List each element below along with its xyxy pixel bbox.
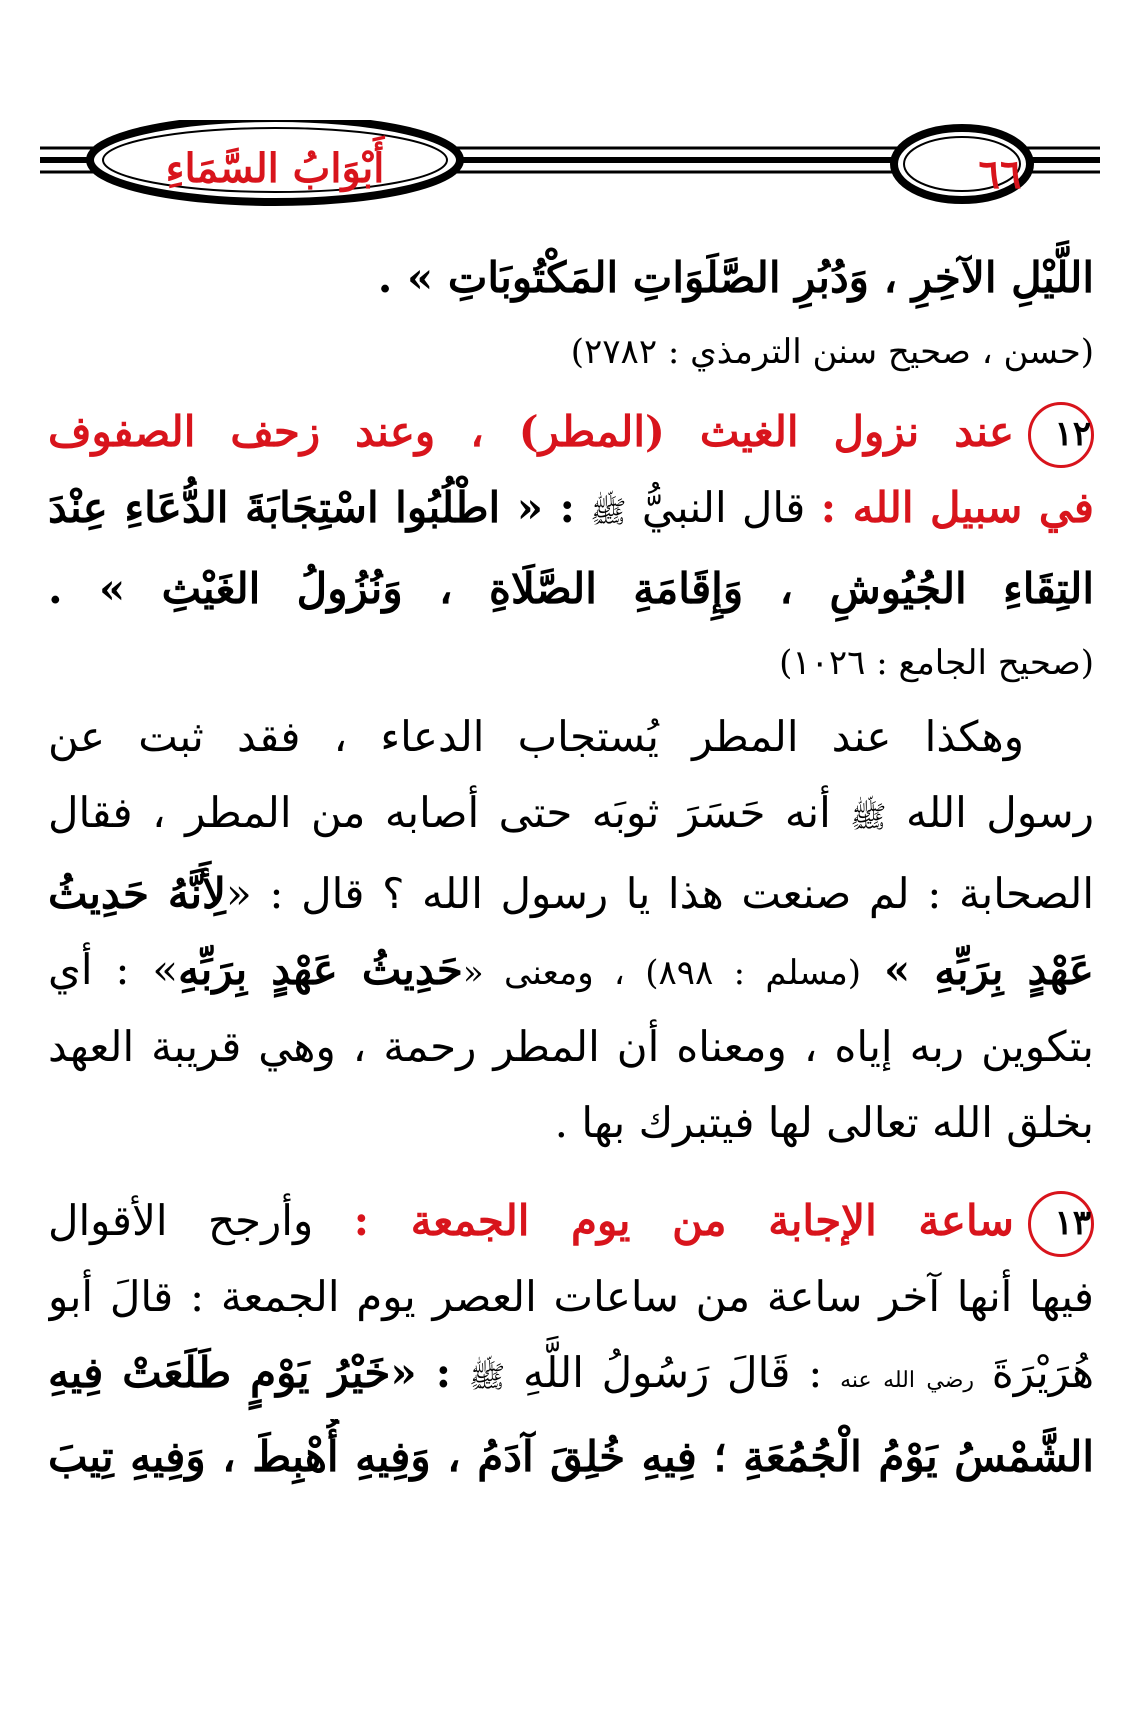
hadith-text: التِقَاءِ الجُيُوشِ ، وَإِقَامَةِ الصَّلَاةِ ، وَنُزُولُ الغَيْثِ » . [48,564,1094,613]
text-line: فيها أنها آخر ساعة من ساعات العصر يوم الجمعة : قالَ أبو [48,1272,1094,1321]
section-heading-text: ساعة الإجابة من يوم الجمعة : [353,1196,1014,1245]
text-run: أنه حَسَرَ ثوبَه حتى أصابه من المطر ، فقال [48,788,831,837]
section-heading-12 [48,394,1094,470]
section-heading-text: في سبيل الله : [820,483,1094,532]
text-line [48,470,1094,551]
section-number-badge: ١٢ [1028,402,1094,468]
salawat-glyph: ﷺ [590,495,627,530]
radi-glyph: رضي الله عنه [840,1368,975,1393]
page-body [48,240,1094,1495]
text-line [48,775,1094,856]
running-title: أَبْوَابُ السَّمَاءِ [165,144,385,192]
page-number: ٦٦ [978,150,1022,198]
hadith-text: لِأَنَّهُ حَدِيثُ [48,869,226,918]
section-heading-13 [48,1183,1094,1259]
salawat-glyph: ﷺ [468,1360,506,1395]
text-run: قال النبيُّ [641,483,806,532]
text-run: رسول الله [905,788,1094,837]
text-line [48,1335,1094,1419]
text-line: بتكوين ربه إياه ، ومعناه أن المطر رحمة ، وهي قريبة العهد [48,1022,1094,1071]
section-heading-text: عند نزول الغيث (المطر) ، وعند زحف الصفوف [48,407,1014,456]
text-line [48,856,1094,932]
text-line: وهكذا عند المطر يُستجاب الدعاء ، فقد ثبت عن [48,712,1024,761]
hadith-text: عَهْدٍ بِرَبِّهِ » [883,945,1094,994]
text-run: : قَالَ رَسُولُ اللَّهِ [522,1348,823,1397]
section-number-badge: ١٣ [1028,1191,1094,1257]
citation: (مسلم : ٨٩٨) ، ومعنى « [462,953,862,993]
text-line: بخلق الله تعالى لها فيتبرك بها . [554,1098,1094,1147]
text-run: وأرجح الأقوال [48,1196,314,1245]
text-run: الصحابة : لم صنعت هذا يا رسول الله ؟ قال : « [226,869,1094,918]
citation: (صحيح الجامع : ١٠٢٦) [779,643,1094,683]
hadith-text: حَدِيثُ عَهْدٍ بِرَبِّهِ [178,945,463,994]
hadith-text: : «خَيْرُ يَوْمٍ طَلَعَتْ فِيهِ [48,1348,452,1397]
hadith-text: : « اطْلُبُوا اسْتِجَابَةَ الدُّعَاءِ عِنْدَ [48,483,576,532]
text-line: اللَّيْلِ الآخِرِ ، وَدُبُرِ الصَّلَوَاتِ المَكْتُوبَاتِ » . [377,253,1094,302]
text-line [48,932,1094,1009]
text-run: » : أي [48,945,179,994]
text-run: هُرَيْرَةَ [991,1348,1094,1397]
citation: (حسن ، صحيح سنن الترمذي : ٢٧٨٢) [570,332,1094,372]
salawat-glyph: ﷺ [850,800,887,835]
hadith-text: الشَّمْسُ يَوْمُ الْجُمُعَةِ ؛ فِيهِ خُلِقَ آدَمُ ، وَفِيهِ أُهْبِطَ ، وَفِيهِ تِيبَ [48,1432,1094,1481]
